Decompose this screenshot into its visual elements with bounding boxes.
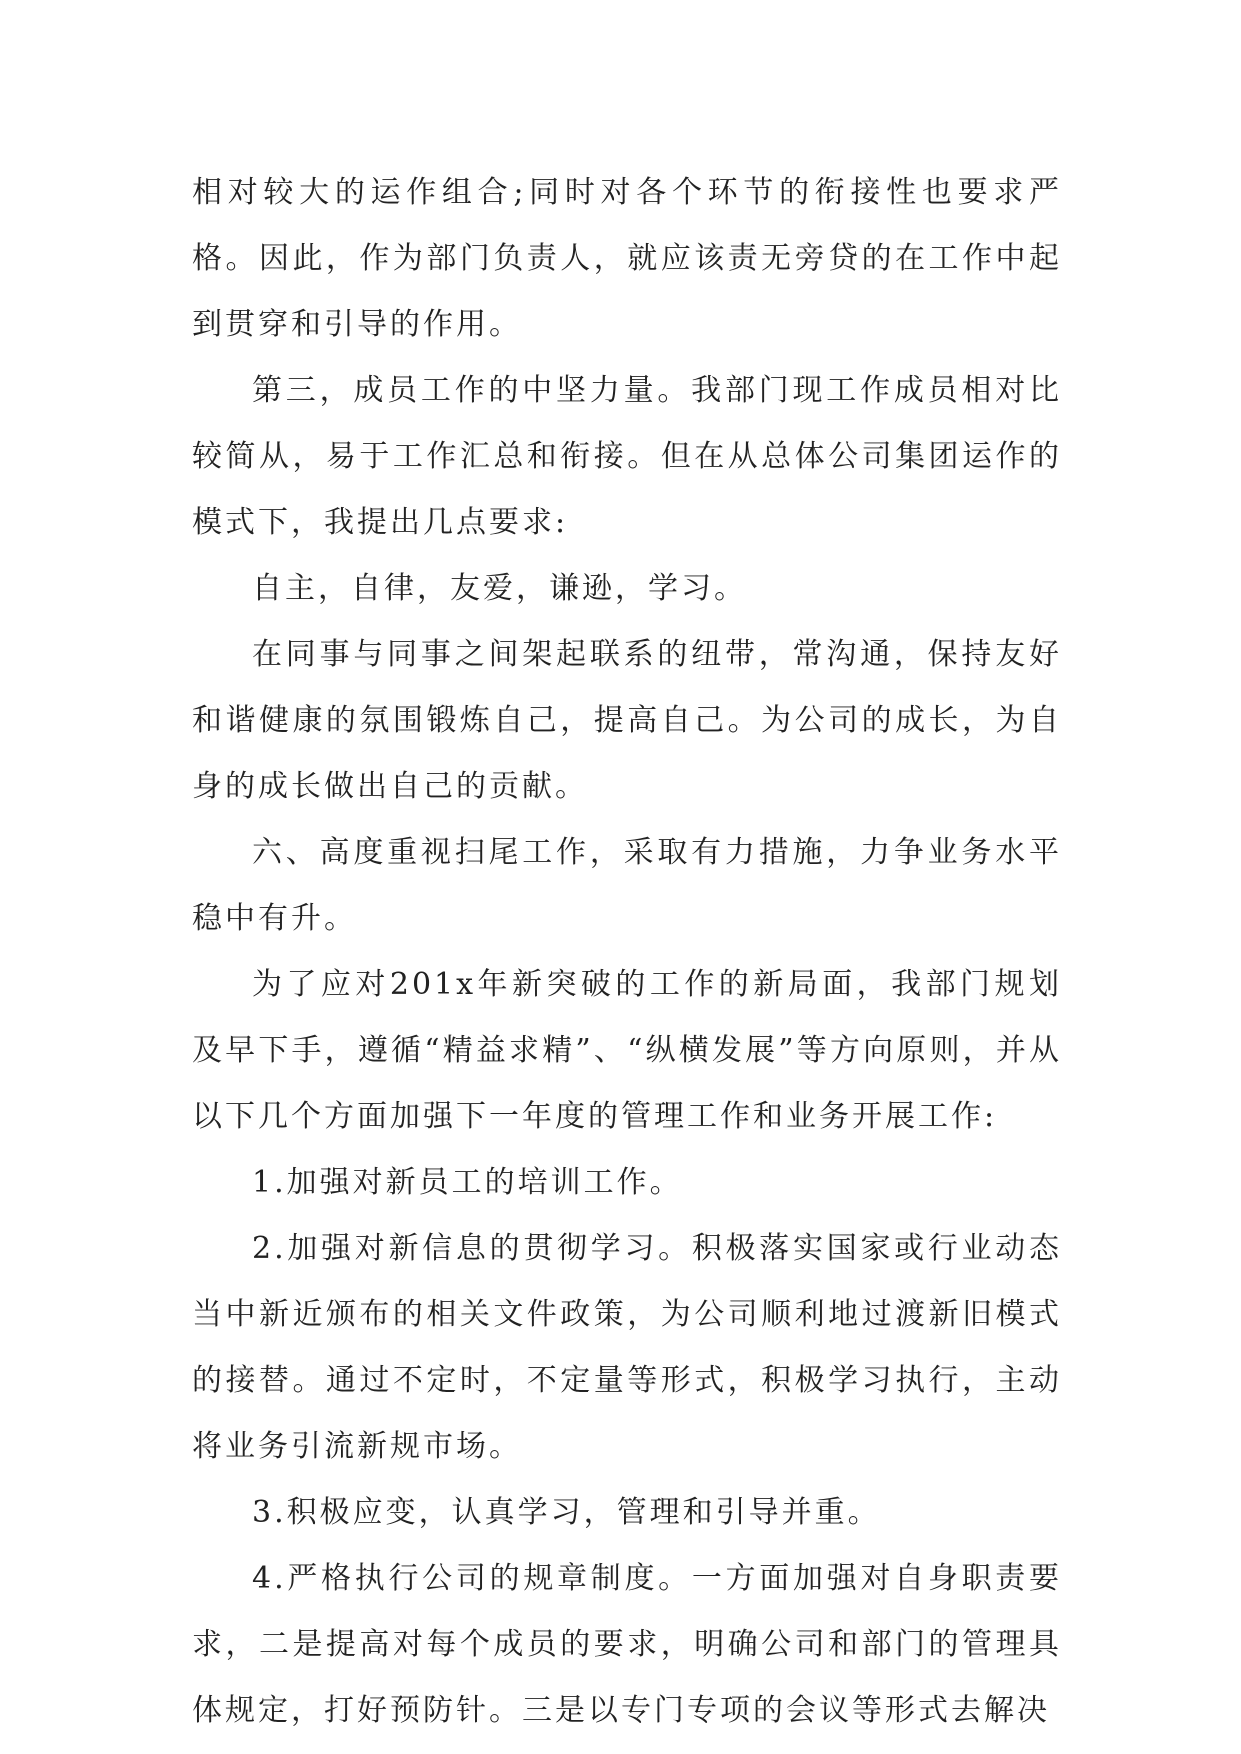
paragraph-8: 2.加强对新信息的贯彻学习。积极落实国家或行业动态当中新近颁布的相关文件政策，为公司顺利地过渡新旧模式的接替。通过不定时，不定量等形式，积极学习执行，主动将业务引流新规市场。 [192, 1231, 1062, 1464]
paragraph-4: 在同事与同事之间架起联系的纽带，常沟通，保持友好和谐健康的氛围锻炼自己，提高自己。为公司的成长，为自身的成长做出自己的贡献。 [192, 637, 1062, 804]
paragraph-2: 第三，成员工作的中坚力量。我部门现工作成员相对比较简从，易于工作汇总和衔接。但在从总体公司集团运作的模式下，我提出几点要求: [192, 373, 1062, 540]
paragraph-10: 4.严格执行公司的规章制度。一方面加强对自身职责要求，二是提高对每个成员的要求，明确公司和部门的管理具体规定，打好预防针。三是以专门专项的会议等形式去解决 [192, 1561, 1062, 1728]
paragraph-3: 自主，自律，友爱，谦逊，学习。 [252, 571, 747, 606]
paragraph-5: 六、高度重视扫尾工作，采取有力措施，力争业务水平稳中有升。 [192, 835, 1062, 936]
paragraph-7: 1.加强对新员工的培训工作。 [252, 1165, 683, 1200]
paragraph-6: 为了应对201x年新突破的工作的新局面，我部门规划及早下手，遵循“精益求精”、“纵横发展”等方向原则，并从以下几个方面加强下一年度的管理工作和业务开展工作: [192, 967, 1062, 1134]
document-body [192, 160, 1062, 1744]
paragraph-1: 相对较大的运作组合;同时对各个环节的衔接性也要求严格。因此，作为部门负责人，就应该责无旁贷的在工作中起到贯穿和引导的作用。 [192, 175, 1062, 342]
paragraph-9: 3.积极应变，认真学习，管理和引导并重。 [252, 1495, 881, 1530]
